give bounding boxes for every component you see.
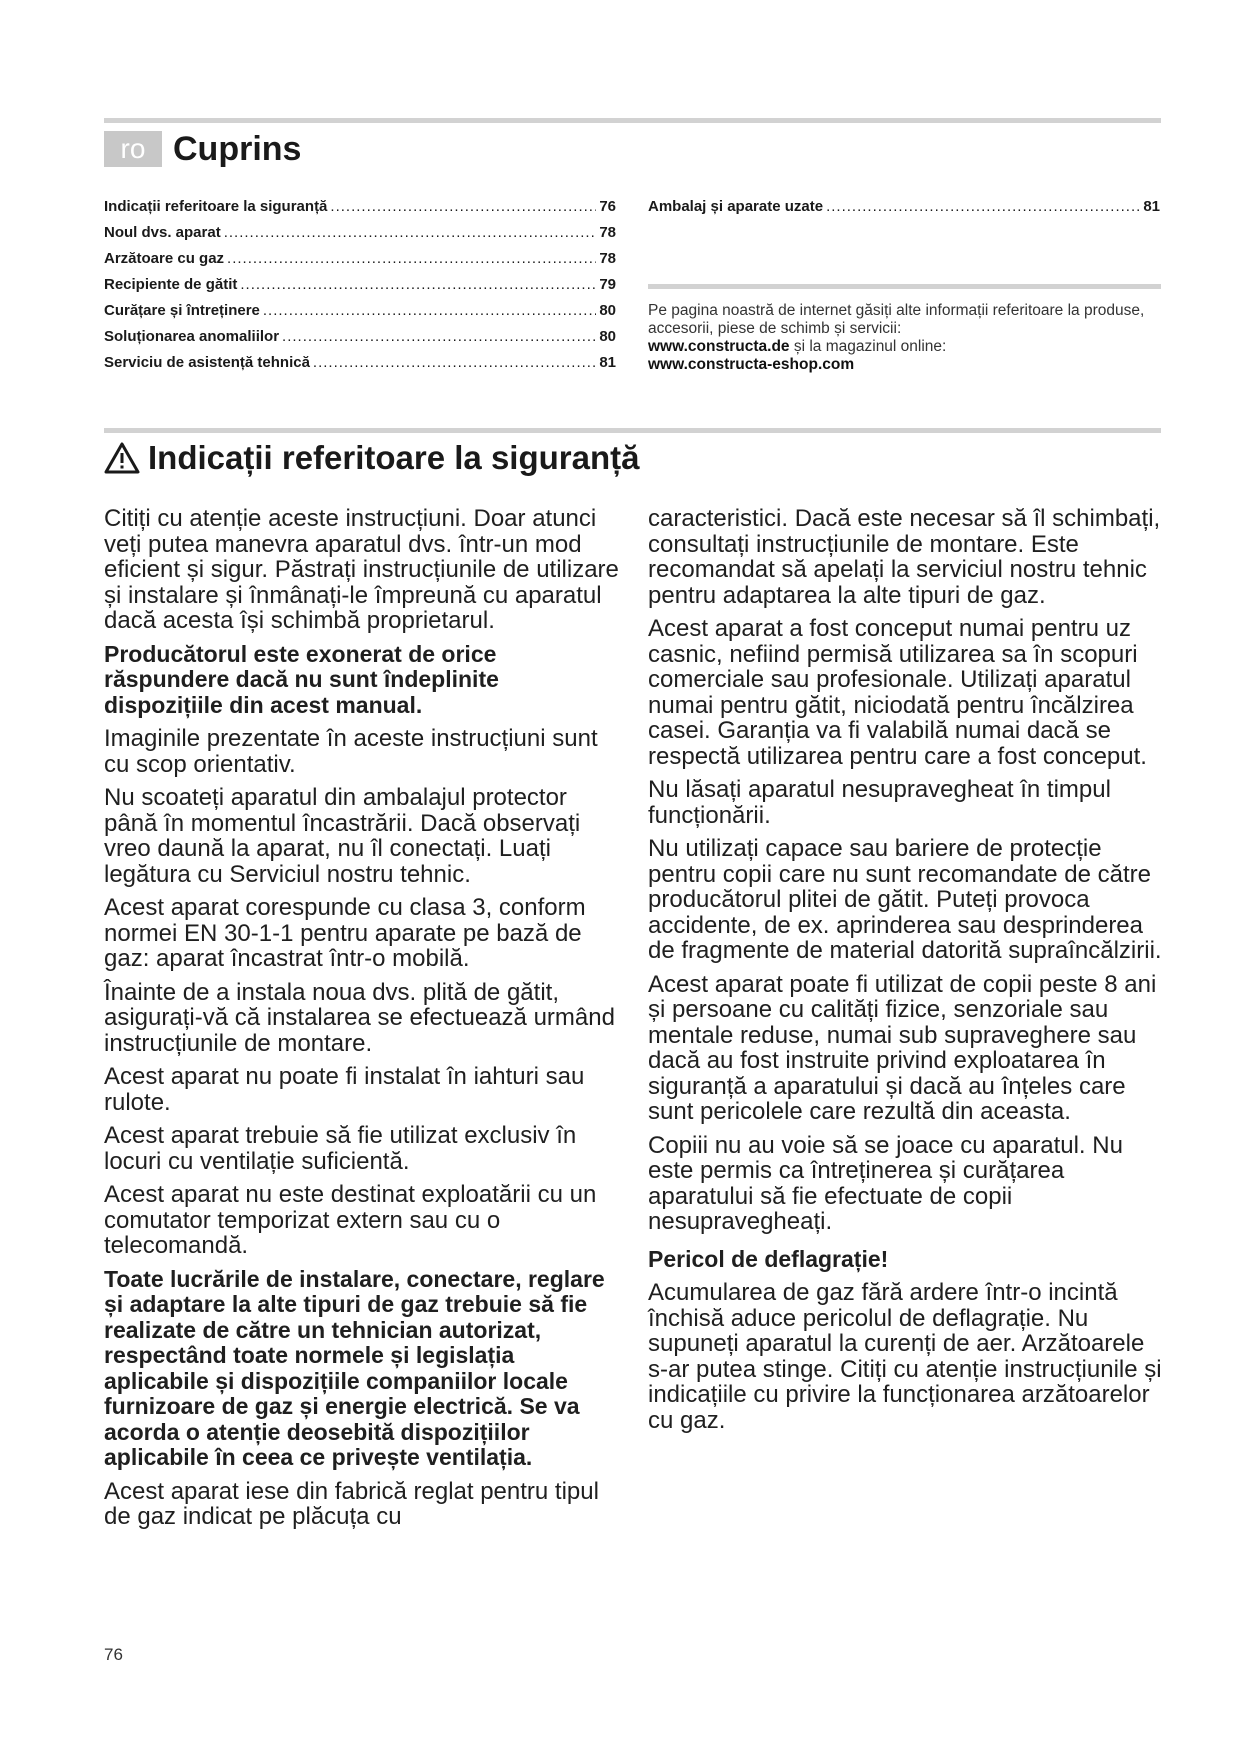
toc-entry-label: Indicații referitoare la siguranță — [104, 198, 328, 215]
toc-right-column — [648, 194, 1160, 220]
language-badge: ro — [104, 131, 162, 167]
paragraph: Imaginile prezentate în aceste instrucțiuni sunt cu scop orientativ. — [104, 725, 598, 778]
toc-entry-page: 80 — [599, 302, 616, 319]
warning-icon — [104, 442, 140, 474]
toc-entry-page: 78 — [599, 224, 616, 241]
paragraph: Acest aparat nu poate fi instalat în iahturi sau rulote. — [104, 1063, 585, 1116]
safety-left-column — [104, 506, 624, 1538]
toc-entry-page: 81 — [1143, 198, 1160, 215]
toc-entry-page: 79 — [599, 276, 616, 293]
top-divider — [104, 118, 1161, 123]
toc-entry-label: Soluționarea anomaliilor — [104, 328, 280, 345]
toc-entry-page: 76 — [599, 198, 616, 215]
safety-right-column — [648, 506, 1168, 1441]
toc-entry[interactable] — [104, 272, 616, 298]
paragraph-bold: Producătorul este exonerat de orice răspundere dacă nu sunt îndeplinite dispozițiile din acest manual. — [104, 640, 499, 718]
paragraph: Acest aparat corespunde cu clasa 3, conform normei EN 30-1-1 pentru aparate pe bază de gaz: aparat încastrat într-o mobilă. — [104, 894, 586, 972]
paragraph: Acumularea de gaz fără ardere într-o incintă închisă aduce pericolul de deflagrație. Nu supuneți aparatul la curenți de aer. Arzătoarele s-ar putea stinge. Citiți cu atenție instrucțiunile și indicațiile cu privire la funcționarea arzătoarelor cu gaz. — [648, 1279, 1162, 1434]
toc-entry[interactable] — [104, 220, 616, 246]
paragraph: Nu scoateți aparatul din ambalajul protector până în momentul încastrării. Dacă observați vreo daună la aparat, nu îl conectați. Luați legătura cu Serviciul nostru tehnic. — [104, 784, 581, 888]
toc-entry-label: Serviciu de asistență tehnică — [104, 354, 310, 371]
web-info-text: Pe pagina noastră de internet găsiți alte informații referitoare la produse, accesorii, piese de schimb și servicii: — [648, 302, 1145, 337]
toc-entry[interactable] — [648, 194, 1160, 220]
paragraph: Acest aparat trebuie să fie utilizat exclusiv în locuri cu ventilație suficientă. — [104, 1122, 577, 1175]
safety-title: Indicații referitoare la siguranță — [148, 439, 640, 476]
toc-entry-label: Arzătoare cu gaz — [104, 250, 225, 267]
toc-left-column — [104, 194, 616, 376]
paragraph: Nu lăsați aparatul nesupravegheat în timpul funcționării. — [648, 776, 1111, 829]
web-info-text-2: și la magazinul online: — [789, 338, 947, 355]
paragraph: Acest aparat iese din fabrică reglat pentru tipul de gaz indicat pe plăcuța cu — [104, 1477, 599, 1530]
web-info-divider — [648, 284, 1161, 289]
toc-entry[interactable] — [104, 194, 616, 220]
web-info — [648, 302, 1168, 374]
toc-title: Cuprins — [173, 130, 302, 168]
toc-entry-label: Ambalaj și aparate uzate — [648, 198, 824, 215]
toc-entry-label: Recipiente de gătit — [104, 276, 238, 293]
paragraph-bold: Toate lucrările de instalare, conectare, reglare și adaptare la alte tipuri de gaz trebuie să fie realizate de către un tehnician autorizat, respectând toate normele și legislația aplicabile și dispozițiile companiilor locale furnizoare de gaz și energie electrică. Se va acorda o atenție deosebită dispozițiilor aplicabile în ceea ce privește ventilația. — [104, 1265, 605, 1470]
paragraph: Acest aparat a fost conceput numai pentru uz casnic, nefiind permisă utilizarea sa în scopuri comerciale sau profesionale. Utilizați aparatul numai pentru gătit, niciodată pentru încălzirea casei. Garanția va fi valabilă numai dacă se respectă utilizarea pentru care a fost conceput. — [648, 615, 1147, 770]
paragraph: Citiți cu atenție aceste instrucțiuni. Doar atunci veți putea manevra aparatul dvs. într-un mod eficient și sigur. Păstrați instrucțiunile de utilizare și instalare și înmânați-le împreună cu aparatul dacă acesta își schimbă proprietarul. — [104, 505, 619, 634]
toc-entry-page: 81 — [599, 354, 616, 371]
subheading: Pericol de deflagrație! — [648, 1245, 889, 1272]
toc-entry[interactable] — [104, 324, 616, 350]
website-link[interactable]: www.constructa.de — [648, 338, 790, 355]
paragraph: caracteristici. Dacă este necesar să îl schimbați, consultați instrucțiunile de montare. Este recomandat să apelați la serviciul nostru tehnic pentru adaptarea la alte tipuri de gaz. — [648, 505, 1161, 609]
paragraph: Acest aparat poate fi utilizat de copii peste 8 ani și persoane cu calități fizice, senzoriale sau mentale reduse, numai sub supraveghere sau dacă au fost instruite privind exploatarea în siguranță a aparatului și dacă au înțeles care sunt pericolele care rezultă din aceasta. — [648, 970, 1157, 1125]
paragraph: Înainte de a instala noua dvs. plită de gătit, asigurați-vă că instalarea se efectuează urmând instrucțiunile de montare. — [104, 978, 615, 1057]
toc-entry-label: Noul dvs. aparat — [104, 224, 221, 241]
toc-entry[interactable] — [104, 246, 616, 272]
paragraph: Acest aparat nu este destinat exploatării cu un comutator temporizat extern sau cu o telecomandă. — [104, 1181, 597, 1259]
safety-heading — [104, 436, 640, 480]
paragraph: Nu utilizați capace sau bariere de protecție pentru copii care nu sunt recomandate de către producătorul plitei de gătit. Puteți provoca accidente, de ex. aprinderea sau desprinderea de fragmente de material datorită supraîncălzirii. — [648, 835, 1162, 964]
toc-entry[interactable] — [104, 350, 616, 376]
toc-entry-page: 80 — [599, 328, 616, 345]
page-number: 76 — [104, 1645, 123, 1664]
paragraph: Copiii nu au voie să se joace cu aparatul. Nu este permis ca întreținerea și curățarea aparatului să fie efectuate de copii nesupravegheați. — [648, 1131, 1123, 1235]
toc-entry-page: 78 — [599, 250, 616, 267]
eshop-link[interactable]: www.constructa-eshop.com — [648, 356, 855, 373]
toc-entry[interactable] — [104, 298, 616, 324]
toc-entry-label: Curățare și întreținere — [104, 302, 260, 319]
section-divider — [104, 428, 1161, 433]
